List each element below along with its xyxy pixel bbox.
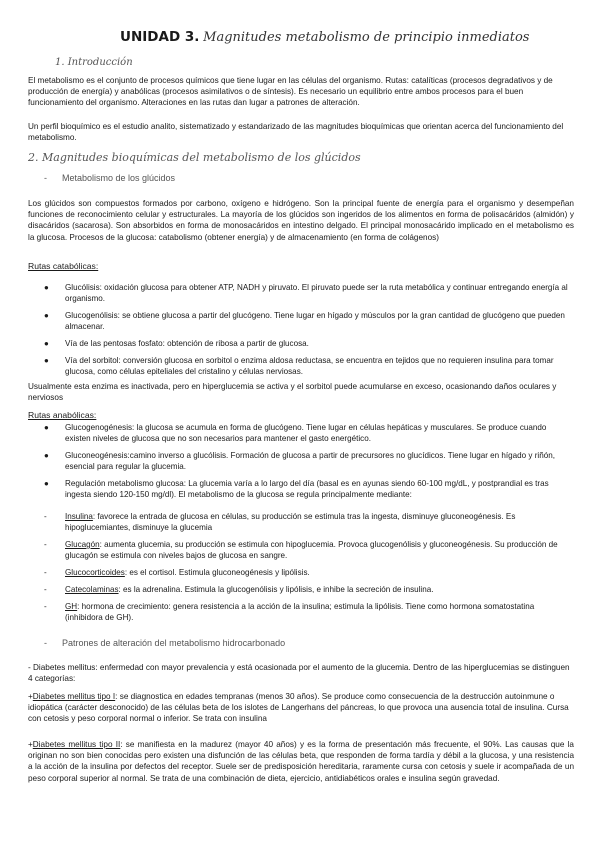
glucidos-paragraph: Los glúcidos son compuestos formados por carbono, oxígeno e hidrógeno. Son la principal fuente de energía para el organismo y desempeñan funciones de reconocimiento celular y estructurales. La mayoría de los glúcidos son ingeridos de los alimentos en forma de polisacáridos (almidón) y disacáridos (sacarosa). Son absorbidos en forma de monosacáridos en intestino delgado. El principal monosacárido implicado en el metabolismo es la glucosa. Procesos de la glucosa: catabolismo (obtener energía) y de almacenamiento (en forma de colágenos) (28, 199, 574, 242)
anabolic-routes-label: Rutas anabólicas: (28, 410, 97, 420)
list-item: ● Gluconeogénesis:camino inverso a glucólisis. Formación de glucosa a partir de precursores no glucídicos. Tiene lugar en hígado y riñón, esencial para regular la glucemia. (44, 451, 555, 472)
section-heading-glucidos: 2. Magnitudes bioquímicas del metabolismo de los glúcidos (28, 151, 361, 164)
subheading-text: Metabolismo de los glúcidos (62, 173, 176, 183)
subheading-patrones-alteracion: - Patrones de alteración del metabolismo hidrocarbonado (44, 638, 286, 648)
list-item: ● Regulación metabolismo glucosa: La glucemia varía a lo largo del día (basal es en ayunas siendo 60-100 mg/dL, y postprandial es tras ingesta siendo 120-150 mg/dl). El metabolismo de la glucosa se regula principalmente mediante: (44, 479, 549, 500)
diabetes-type2-label: Diabetes mellitus tipo II (32, 740, 121, 749)
list-item: ● Glucogenólisis: se obtiene glucosa a partir del glucógeno. Tiene lugar en hígado y músculos por la gran cantidad de glucógeno que pueden almacenar. (44, 311, 565, 332)
list-item: ● Vía del sorbitol: conversión glucosa en sorbitol o enzima aldosa reductasa, se encuentra en tejidos que no requieren insulina para tomar glucosa, como células epiteliales del cristalino y células nerviosas. (44, 355, 554, 376)
list-item: ● Glucólisis: oxidación glucosa para obtener ATP, NADH y piruvato. El piruvato puede ser la ruta metabólica y continuar entregando energía al organismo. (44, 283, 568, 304)
list-item: - Glucagón: aumenta glucemia, su producción se estimula con hipoglucemia. Provoca glucogenólisis y gluconeogénesis. Su producción de glucagón se estimula con niveles bajos de glucosa en sangre. (44, 540, 558, 561)
unit-title-script: Magnitudes metabolismo de principio inmediatos (203, 30, 530, 45)
list-item: ● Glucogenogénesis: la glucosa se acumula en forma de glucógeno. Tiene lugar en células hepáticas y musculares. Se produce cuando existen niveles de glucosa que no son necesarios para mantener el gasto energético. (44, 423, 547, 444)
anabolic-routes-list (44, 422, 574, 506)
catabolic-routes-label: Rutas catabólicas: (28, 261, 99, 271)
subheading-text: Patrones de alteración del metabolismo hidrocarbonado (62, 638, 286, 648)
regulators-list (44, 511, 574, 629)
section-heading-introduccion: 1. Introducción (55, 57, 133, 68)
document-title (120, 29, 590, 45)
intro-paragraph-metabolismo: El metabolismo es el conjunto de procesos químicos que tiene lugar en las células del organismo. Rutas: catalíticas (procesos degradativos y de producción de energía) y anabólicas (procesos asimilativos o de síntesis). Es necesario un equilibrio entre ambos procesos para el buen funcionamiento del organismo. Alteraciones en las rutas dan lugar a patrones de alteración. (28, 76, 553, 108)
catabolic-routes-list (44, 282, 574, 383)
list-item: - GH: hormona de crecimiento: genera resistencia a la acción de la insulina; estimula la lipólisis. Tiene como hormona somatostatina (inhibidora de GH). (44, 601, 535, 622)
diabetes-type2-paragraph: +Diabetes mellitus tipo II: se manifiesta en la madurez (mayor 40 años) y es la forma de presentación más frecuente, el 90%. Las causas que la originan no son bien conocidas pero existen una disfunción de las células beta, que responden de forma tardía y débil a la glucosa, y una resistencia a la acción de la insulina por defectos del receptor. Suele ser de predisposición hereditaria, raramente cursa con cetosis y suele ir acompañada de un peso corporal superior al normal. Se trata de una combinación de dieta, ejercicio, antidiabéticos orales e insulina según gravedad. (28, 740, 574, 783)
intro-paragraph-perfil: Un perfil bioquímico es el estudio analito, sistematizado y estandarizado de las magnitudes bioquímicas que orientan acerca del funcionamiento del metabolismo. (28, 122, 564, 143)
diabetes-type1-paragraph: +Diabetes mellitus tipo I: se diagnostica en edades tempranas (menos 30 años). Se produce como consecuencia de la destrucción autoinmune o idiopática (carácter desconocido) de las células beta de los islotes de Langerhans del páncreas, lo que provoca una ausencia total de insulina. Cursa con cetosis y peso corporal normal o inferior. Se trata con insulina (28, 692, 569, 724)
list-item: - Catecolaminas: es la adrenalina. Estimula la glucogenólisis y lipólisis, e inhibe la secreción de insulina. (44, 584, 434, 594)
unit-label: UNIDAD 3. (120, 29, 200, 45)
list-item: ● Vía de las pentosas fosfato: obtención de ribosa a partir de glucosa. (44, 339, 309, 348)
diabetes-intro: - Diabetes mellitus: enfermedad con mayor prevalencia y está ocasionada por el aumento de la glucemia. Dentro de las hiperglucemias se distinguen 4 categorías: (28, 663, 570, 684)
diabetes-type1-label: Diabetes mellitus tipo I (32, 692, 116, 701)
subheading-metabolismo-glucidos: - Metabolismo de los glúcidos (44, 173, 176, 183)
list-item: - Glucocorticoides: es el cortisol. Estimula gluconeogénesis y lipólisis. (44, 568, 310, 577)
list-item: - Insulina: favorece la entrada de glucosa en células, su producción se estimula tras la ingesta, disminuye gluconeogénesis. Es hipoglucemiantes, disminuye la glucemia (44, 512, 516, 533)
sorbitol-note: Usualmente esta enzima es inactivada, pero en hiperglucemia se activa y el sorbitol puede acumularse en exceso, ocasionando daños oculares y nerviosos (28, 382, 557, 403)
